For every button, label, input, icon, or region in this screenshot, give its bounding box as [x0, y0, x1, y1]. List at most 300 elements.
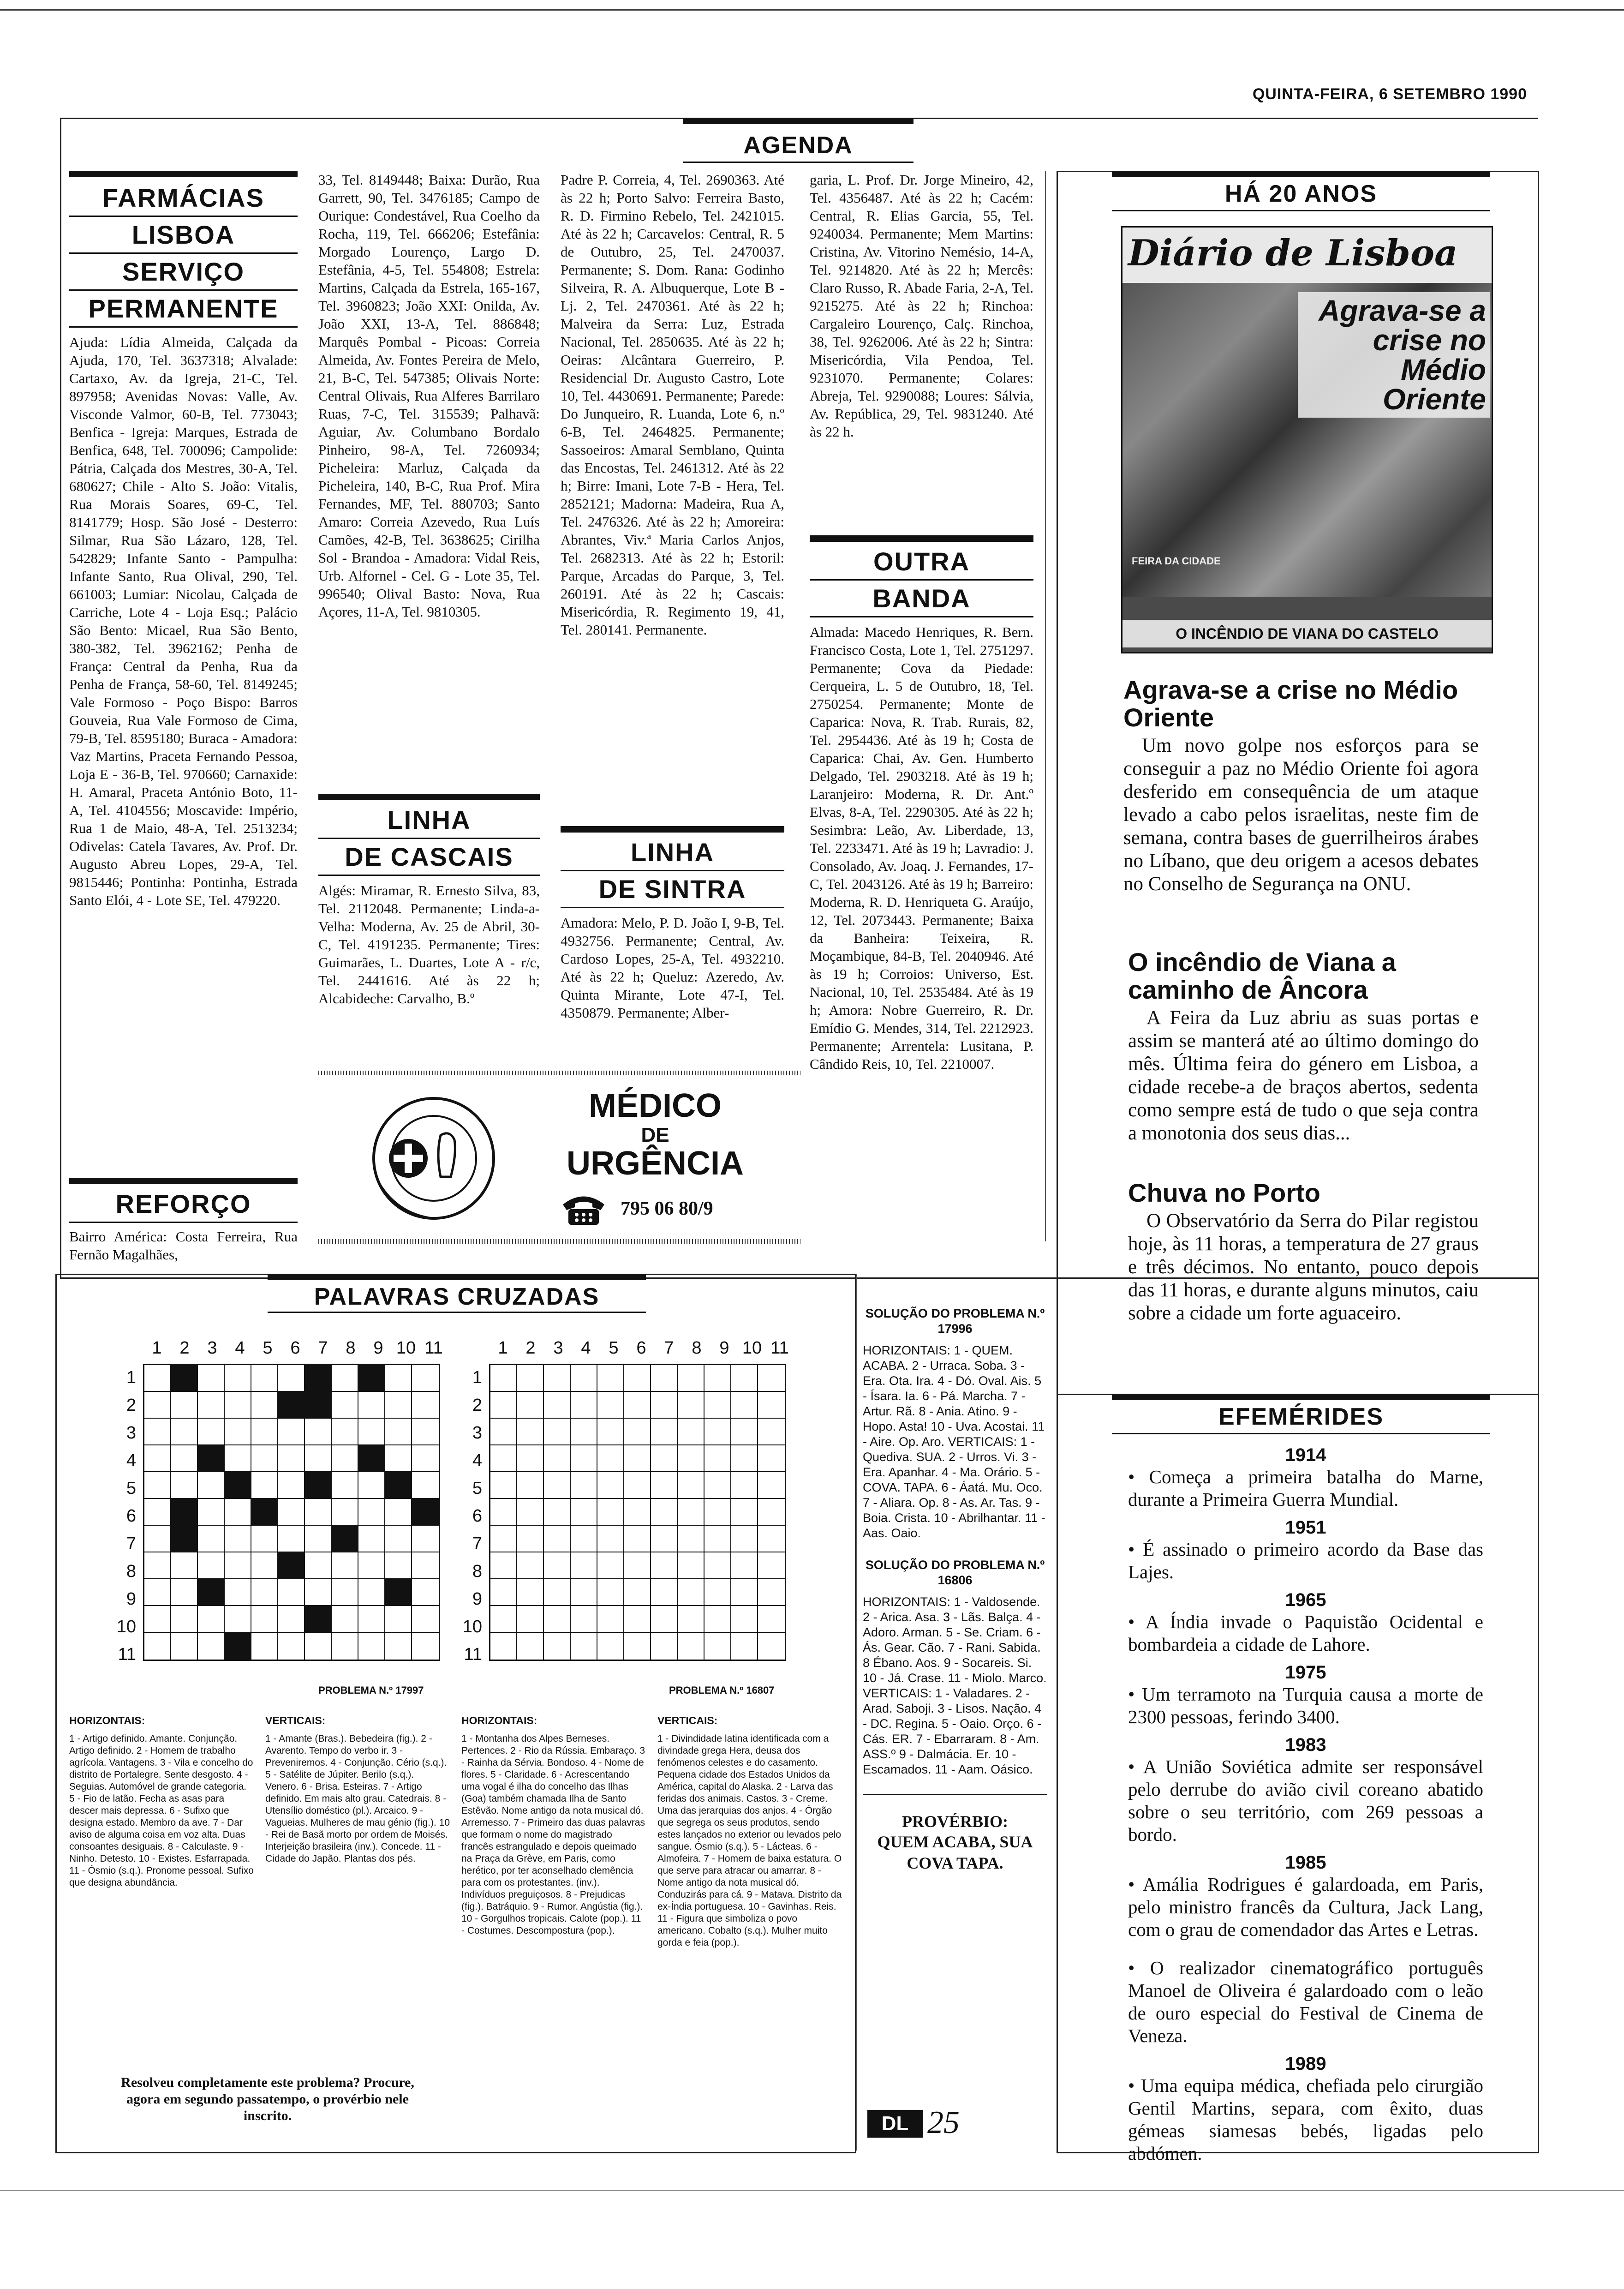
grid-cell — [544, 1633, 571, 1660]
row-number: 2 — [472, 1396, 482, 1415]
problem-2-label: PROBLEMA N.º 16807 — [669, 1684, 775, 1696]
clipping-caption-bottom: O INCÊNDIO DE VIANA DO CASTELO — [1122, 620, 1492, 647]
reforco-text: Bairro América: Costa Ferreira, Rua Fernão Magalhães, — [69, 1228, 298, 1263]
grid-cell — [198, 1606, 225, 1633]
grid-cell — [597, 1365, 624, 1392]
grid-cell — [651, 1579, 678, 1606]
grid-cell — [171, 1445, 198, 1472]
grid-cell — [490, 1499, 517, 1526]
grid-black-cell — [278, 1552, 305, 1579]
grid-cell — [517, 1499, 544, 1526]
grid-cell — [597, 1499, 624, 1526]
row-number: 4 — [472, 1451, 482, 1470]
row-number: 4 — [126, 1451, 136, 1470]
grid-cell — [758, 1552, 785, 1579]
grid-cell — [624, 1419, 651, 1445]
proverb-text: QUEM ACABA, SUA COVA TAPA. — [877, 1833, 1033, 1872]
grid-cell — [412, 1633, 439, 1660]
grid-cell — [358, 1552, 385, 1579]
grid-cell — [144, 1579, 171, 1606]
efemeride-text: • A Índia invade o Paquistão Ocidental e bombardeia a cidade de Lahore. — [1128, 1611, 1483, 1655]
grid-cell — [171, 1552, 198, 1579]
grid-black-cell — [358, 1365, 385, 1392]
story-1-title: Agrava-se a crise no Médio Oriente — [1123, 675, 1458, 732]
grid-cell — [144, 1419, 171, 1445]
agenda-divider-right — [1045, 171, 1046, 1241]
grid-cell — [731, 1419, 758, 1445]
grid-cell — [225, 1419, 251, 1445]
grid-cell — [332, 1365, 358, 1392]
grid-cell — [544, 1552, 571, 1579]
column-number: 1 — [498, 1338, 508, 1358]
linha-sintra-title: LINHA — [630, 838, 715, 867]
grid-cell — [144, 1445, 171, 1472]
grid-cell — [358, 1579, 385, 1606]
grid-cell — [705, 1552, 731, 1579]
grid-cell — [385, 1606, 412, 1633]
grid-cell — [171, 1633, 198, 1660]
sintra-text: Amadora: Melo, P. D. João I, 9-B, Tel. 4932756. Permanente; Central, Av. Cardoso Lopes, 25-A, Tel. 4932210. Até às 22 h; Queluz: Azeredo, Av. Quinta Mirante, Lote 47-I, Tel. 4350879. Permanente; Alber- — [561, 915, 784, 1021]
grid-2-row-numbers — [457, 1364, 482, 1668]
clues-text: 1 - Montanha dos Alpes Berneses. Pertences. 2 - Rio da Rússia. Embaraço. 3 - Rainha da Sérvia. Bondoso. 4 - Nome de flores. 5 - Claridade. 6 - Acrescentando uma vogal é ilha do concelho das Ilhas (Goa) também chamada Ilha de Santo Estêvão. Nome antigo da nota musical dó. Arremesso. 7 - Primeiro das duas palavras que formam o nome do magistrado francês estrangulado e depois queimado na Praça da Grève, em Paris, como herético, por ter aconselhado clemência para com os protestantes. (inv.). Indivíduos preguiçosos. 8 - Prejudicas (fig.). Batráquio. 9 - Rumor. Angústia (fig.). 10 - Gorgulhos tropicais. Calote (pop.). 11 - Costumes. Descompostura (pop.). — [461, 1733, 645, 1936]
clues-text: 1 - Artigo definido. Amante. Conjunção. Artigo definido. 2 - Homem de trabalho agrícola. Vantagens. 3 - Vila e concelho do distrito de Portalegre. Sente desgosto. 4 - Seguias. Automóvel de grande categoria. 5 - Fio de latão. Fecha as asas para descer mais depressa. 6 - Sufixo que designa estado. Membro da ave. 7 - Dar aviso de alguma coisa em voz alta. Duas consoantes desiguais. 8 - Calculaste. 9 - Ninho. Detesto. 10 - Existes. Esfarrapada. 11 - Ósmio (s.q.). Pronome pessoal. Sufixo que designa abundância. — [69, 1733, 254, 1888]
story-1-text: Um novo golpe nos esforços para se conseguir a paz no Médio Oriente foi agora desferido em consequência de um ataque levado a cabo pelos israelitas, neste fim de semana, contra bases de guerrilheiros árabes no Líbano, que deu origem a acesos debates no Conselho de Segurança na ONU. — [1123, 735, 1479, 895]
grid-cell — [225, 1445, 251, 1472]
grid-cell — [678, 1365, 705, 1392]
grid-cell — [490, 1606, 517, 1633]
grid-cell — [332, 1392, 358, 1419]
grid-cell — [251, 1419, 278, 1445]
grid-cell — [358, 1419, 385, 1445]
grid-cell — [624, 1579, 651, 1606]
ha20-story-2 — [1128, 948, 1479, 1145]
grid-cell — [624, 1365, 651, 1392]
column-number: 3 — [207, 1338, 217, 1358]
ha20-story-3 — [1128, 1179, 1479, 1325]
grid-cell — [517, 1419, 544, 1445]
row-number: 2 — [126, 1396, 136, 1415]
grid-cell — [597, 1472, 624, 1499]
medico-top-border — [318, 1071, 800, 1075]
grid-cell — [758, 1392, 785, 1419]
grid-cell — [705, 1392, 731, 1419]
grid-cell — [305, 1633, 332, 1660]
grid-cell — [385, 1445, 412, 1472]
grid-cell — [225, 1526, 251, 1552]
grid-cell — [490, 1419, 517, 1445]
clinic-logo — [360, 1089, 508, 1228]
row-number: 11 — [118, 1645, 136, 1664]
grid-cell — [490, 1445, 517, 1472]
grid-cell — [571, 1579, 597, 1606]
grid-cell — [385, 1633, 412, 1660]
problem-1-label: PROBLEMA N.º 17997 — [318, 1684, 424, 1696]
grid-cell — [278, 1365, 305, 1392]
grid-cell — [544, 1392, 571, 1419]
grid-cell — [544, 1365, 571, 1392]
grid-cell — [544, 1606, 571, 1633]
grid-cell — [412, 1392, 439, 1419]
title-rule — [561, 870, 784, 871]
clues-text: 1 - Amante (Bras.). Bebedeira (fig.). 2 - Avarento. Tempo do verbo ir. 3 - Preveniremos. 4 - Conjunção. Cério (s.q.). 5 - Satélite de Júpiter. Berilo (s.q.). Venero. 6 - Brisa. Esteiras. 7 - Artigo definido. Em mais alto grau. Catedrais. 8 - Utensílio doméstico (pl.). Arcaico. 9 - Vagueias. Mulheres de mau génio (fig.). 10 - Rei de Basã morto por ordem de Moisés. Interjeição brasileira (inv.). Concede. 11 - Cidade do Japão. Plantas dos pés. — [265, 1733, 450, 1864]
grid-cell — [517, 1552, 544, 1579]
solution-1-text: HORIZONTAIS: 1 - QUEM. ACABA. 2 - Urraca. Soba. 3 - Era. Ota. Ira. 4 - Dó. Oval. Ais. 5 - Ísara. Ia. 6 - Pá. Marcha. 7 - Artur. Rã. 8 - Ania. Atino. 9 - Hopo. Asta! 10 - Uva. Acostai. 11 - Aire. Op. Aro. VERTICAIS: 1 - Quediva. SUA. 2 - Urros. Vi. 3 - Era. Apanhar. 4 - Ma. Orário. 5 - COVA. TAPA. 6 - Áatá. Mu. Oco. 7 - Aliara. Op. 8 - As. Ar. Tas. 9 - Boia. Crista. 10 - Abrilhantar. 11 - Aas. Oaio. — [863, 1343, 1045, 1540]
grid-cell — [651, 1472, 678, 1499]
column-number: 9 — [719, 1338, 729, 1358]
efemeride-text: • Começa a primeira batalha do Marne, durante a Primeira Guerra Mundial. — [1128, 1466, 1483, 1510]
grid-cell — [731, 1499, 758, 1526]
grid-cell — [412, 1365, 439, 1392]
grid-cell — [517, 1445, 544, 1472]
grid-cell — [385, 1392, 412, 1419]
efemeride-year: 1965 — [1285, 1590, 1326, 1610]
grid-cell — [731, 1526, 758, 1552]
title-rule — [561, 907, 784, 908]
grid-cell — [278, 1472, 305, 1499]
grid-cell — [705, 1472, 731, 1499]
grid-cell — [412, 1472, 439, 1499]
grid-cell — [490, 1472, 517, 1499]
grid-cell — [332, 1499, 358, 1526]
grid-1-column-numbers — [143, 1338, 448, 1358]
grid-cell — [571, 1472, 597, 1499]
bottom-rule — [0, 2190, 1624, 2191]
grid-cell — [517, 1579, 544, 1606]
clues-heading: VERTICAIS: — [265, 1714, 326, 1726]
grid-cell — [171, 1606, 198, 1633]
story-2-text: A Feira da Luz abriu as suas portas e assim se manterá até ao último domingo do mês. Última feira do género em Lisboa, a cidade recebe-a de braços abertos, sedenta como sempre está de tudo o que seja contra a monotonia dos seus dias... — [1128, 1007, 1479, 1144]
grid-black-cell — [198, 1445, 225, 1472]
grid-cell — [705, 1606, 731, 1633]
grid-cell — [198, 1472, 225, 1499]
grid-cell — [571, 1365, 597, 1392]
grid-cell — [651, 1392, 678, 1419]
efemeride-year: 1914 — [1285, 1445, 1326, 1465]
grid-black-cell — [171, 1526, 198, 1552]
row-number: 10 — [116, 1617, 136, 1636]
grid-cell — [758, 1445, 785, 1472]
row-number: 6 — [126, 1506, 136, 1526]
grid-black-cell — [171, 1365, 198, 1392]
row-number: 8 — [472, 1562, 482, 1581]
grid-cell — [305, 1552, 332, 1579]
grid-cell — [490, 1633, 517, 1660]
grid-cell — [358, 1606, 385, 1633]
grid-cell — [597, 1633, 624, 1660]
farmacias-bar — [69, 171, 298, 177]
grid-cell — [490, 1579, 517, 1606]
medico-title-line1: MÉDICO — [589, 1087, 722, 1124]
grid-cell — [758, 1472, 785, 1499]
story-3-text: O Observatório da Serra do Pilar registou hoje, às 11 horas, a temperatura de 27 graus e três décimos. No entanto, pouco depois das 11 horas, e durante alguns minutos, caiu sobre a cidade um forte aguaceiro. — [1128, 1210, 1479, 1324]
grid-cell — [225, 1579, 251, 1606]
title-rule — [318, 875, 540, 876]
ha20-story-1 — [1123, 676, 1479, 896]
clipping-headline: Agrava-se a crise no Médio Oriente — [1298, 292, 1490, 418]
grid-cell — [332, 1633, 358, 1660]
clues-heading: VERTICAIS: — [657, 1714, 718, 1726]
grid-cell — [225, 1392, 251, 1419]
page-number: 25 — [927, 2105, 960, 2140]
grid-cell — [171, 1419, 198, 1445]
clipping-caption-left: FEIRA DA CIDADE — [1132, 555, 1221, 567]
grid-black-cell — [385, 1472, 412, 1499]
grid-cell — [305, 1445, 332, 1472]
linha-title: LINHA — [387, 805, 471, 834]
agenda-column-4 — [810, 171, 1033, 1073]
grid-1-row-numbers — [111, 1364, 136, 1668]
row-number: 7 — [472, 1534, 482, 1553]
farmacias-column — [69, 171, 298, 1264]
grid-cell — [624, 1499, 651, 1526]
grid-cell — [731, 1633, 758, 1660]
grid-cell — [651, 1499, 678, 1526]
grid-black-cell — [305, 1392, 332, 1419]
grid-2-column-numbers — [489, 1338, 794, 1358]
clues-heading: HORIZONTAIS: — [461, 1714, 537, 1726]
agenda-title-rule — [683, 162, 914, 163]
crossword-grid-2 — [489, 1364, 786, 1661]
grid-cell — [571, 1606, 597, 1633]
title-rule — [69, 1222, 298, 1223]
grid-cell — [758, 1499, 785, 1526]
grid-cell — [251, 1445, 278, 1472]
grid-cell — [385, 1499, 412, 1526]
farmacias-lisboa-text: Ajuda: Lídia Almeida, Calçada da Ajuda, 170, Tel. 3637318; Alvalade: Cartaxo, Av. da Igreja, 21-C, Tel. 897958; Avenidas Novas: Valle, Av. Visconde Valmor, 60-B, Tel. 773043; Benfica - Igreja: Marques, Estrada de Benfica, 648, Tel. 700096; Campolide: Pátria, Calçada dos Mestres, 30-A, Tel. 680627; Chile - Alto S. João: Vitalis, Rua Morais Soares, 69-C, Tel. 8141779; Hosp. São José - Desterro: Silmar, Rua São Lázaro, 128, Tel. 542829; Infante Santo - Pampulha: Infante Santo, Rua Olival, 290, Tel. 661003; Lumiar: Nicolau, Calçada de Carriche, Lote 4 - Loja Esq.; Palácio São Bento: Micael, Rua São Bento, 380-382, Tel. 3962162; Penha de França: Central da Penha, Rua da Penha de França, 58-60, Tel. 8149245; Vale Formoso - Poço Bispo: Barros Gouveia, Rua Vale Formoso de Cima, 79-B, Tel. 8595180; Buraca - Amadora: Vaz Martins, Praceta Fernando Pessoa, Loja E - 36-B, Tel. 970660; Carnaxide: H. Amaral, Praceta António Boto, 11-A, Tel. 4104556; Moscavide: Império, Rua 1 de Maio, 48-A, Tel. 2513234; Odivelas: Catela Tavares, Av. Prof. Dr. Augusto Abreu Lopes, 29-A, Tel. 9815446; Pontinha: Pontinha, Estrada Santo Elói, 4 - Lote SE, Tel. 479220. — [69, 334, 298, 908]
column-number: 1 — [152, 1338, 162, 1358]
grid-cell — [705, 1633, 731, 1660]
grid-cell — [624, 1392, 651, 1419]
grid-cell — [385, 1419, 412, 1445]
column-number: 11 — [770, 1338, 789, 1358]
clues-p2-horizontais — [461, 1714, 646, 1937]
grid-cell — [198, 1526, 225, 1552]
grid-cell — [731, 1392, 758, 1419]
grid-cell — [624, 1526, 651, 1552]
grid-cell — [278, 1633, 305, 1660]
efemerides-title-rule — [1112, 1433, 1490, 1434]
grid-cell — [597, 1392, 624, 1419]
banda-title: BANDA — [872, 584, 971, 613]
sintra-bar — [561, 826, 784, 833]
grid-cell — [731, 1365, 758, 1392]
grid-cell — [251, 1606, 278, 1633]
grid-cell — [571, 1392, 597, 1419]
clipping-paper-name: Diário de Lisboa — [1128, 232, 1458, 274]
column-number: 2 — [179, 1338, 190, 1358]
efemeride-text: • É assinado o primeiro acordo da Base das Lajes. — [1128, 1539, 1483, 1582]
grid-black-cell — [332, 1526, 358, 1552]
agenda-column-2 — [318, 171, 540, 1007]
row-number: 1 — [126, 1368, 136, 1387]
column-number: 4 — [235, 1338, 245, 1358]
efemeride-text: • O realizador cinematográfico português Manoel de Oliveira é galardoado com o leão de ouro especial do Festival de Cinema de Veneza. — [1128, 1957, 1483, 2046]
clues-p1-horizontais — [69, 1714, 254, 1889]
column-number: 3 — [553, 1338, 563, 1358]
grid-cell — [651, 1552, 678, 1579]
grid-cell — [651, 1445, 678, 1472]
grid-cell — [198, 1419, 225, 1445]
grid-cell — [305, 1499, 332, 1526]
cascais-bar — [318, 794, 540, 800]
grid-cell — [758, 1365, 785, 1392]
grid-cell — [758, 1606, 785, 1633]
efemeride-text: • Um terramoto na Turquia causa a morte de 2300 pessoas, ferindo 3400. — [1128, 1684, 1483, 1727]
grid-cell — [571, 1552, 597, 1579]
de-cascais-title: DE CASCAIS — [345, 842, 513, 871]
story-3-title: Chuva no Porto — [1128, 1178, 1320, 1207]
grid-cell — [597, 1419, 624, 1445]
grid-cell — [678, 1472, 705, 1499]
page-date: QUINTA-FEIRA, 6 SETEMBRO 1990 — [1252, 85, 1527, 103]
ha20-title: HÁ 20 ANOS — [1224, 180, 1378, 207]
newspaper-clipping — [1121, 226, 1493, 653]
grid-cell — [332, 1579, 358, 1606]
dl-logo: DL — [867, 2110, 923, 2138]
title-rule — [69, 252, 298, 254]
column-number: 7 — [318, 1338, 328, 1358]
grid-cell — [412, 1606, 439, 1633]
grid-black-cell — [385, 1579, 412, 1606]
grid-cell — [251, 1526, 278, 1552]
grid-cell — [412, 1419, 439, 1445]
efemeride-text: • Amália Rodrigues é galardoada, em Paris, pelo ministro francês da Cultura, Jack Lang, com o grau de comendador das Artes e Letras. — [1128, 1874, 1483, 1940]
grid-cell — [544, 1526, 571, 1552]
grid-cell — [571, 1526, 597, 1552]
column-number: 8 — [692, 1338, 702, 1358]
column-number: 8 — [346, 1338, 356, 1358]
crossword-grid-1 — [143, 1364, 440, 1661]
grid-cell — [198, 1633, 225, 1660]
title-rule — [810, 579, 1033, 581]
grid-cell — [385, 1365, 412, 1392]
grid-cell — [544, 1472, 571, 1499]
grid-cell — [412, 1579, 439, 1606]
grid-cell — [305, 1579, 332, 1606]
grid-cell — [571, 1499, 597, 1526]
grid-cell — [198, 1499, 225, 1526]
grid-cell — [358, 1633, 385, 1660]
grid-cell — [251, 1633, 278, 1660]
row-number: 7 — [126, 1534, 136, 1553]
grid-cell — [198, 1392, 225, 1419]
grid-cell — [412, 1552, 439, 1579]
medico-title-line3: URGÊNCIA — [566, 1145, 744, 1182]
column-number: 10 — [742, 1338, 762, 1358]
grid-cell — [678, 1633, 705, 1660]
grid-cell — [412, 1445, 439, 1472]
grid-black-cell — [171, 1499, 198, 1526]
solution-2-text: HORIZONTAIS: 1 - Valdosende. 2 - Arica. Asa. 3 - Lãs. Balça. 4 - Adoro. Arman. 5 - Se. Criam. 6 - Ás. Gear. Cão. 7 - Rani. Sabida. 8 Ébano. Aos. 9 - Socareis. Si. 10 - Já. Crase. 11 - Miolo. Marco. VERTICAIS: 1 - Valadares. 2 - Arad. Saboji. 3 - Lisos. Nação. 4 - DC. Regina. 5 - Oaio. Orço. 6 - Cás. ER. 7 - Ebarraram. 8 - Am. ASS.º 9 - Dalmácia. Er. 10 - Escamados. 11 - Aam. Oásico. — [863, 1595, 1047, 1776]
grid-cell — [517, 1526, 544, 1552]
grid-cell — [597, 1526, 624, 1552]
agenda-title: AGENDA — [743, 132, 853, 159]
grid-cell — [651, 1606, 678, 1633]
grid-cell — [490, 1552, 517, 1579]
column-number: 11 — [424, 1338, 443, 1358]
proverb-title: PROVÉRBIO: — [902, 1812, 1008, 1831]
grid-cell — [597, 1552, 624, 1579]
grid-cell — [171, 1392, 198, 1419]
grid-cell — [251, 1579, 278, 1606]
column-number: 4 — [581, 1338, 591, 1358]
grid-cell — [517, 1365, 544, 1392]
grid-cell — [758, 1526, 785, 1552]
grid-cell — [678, 1392, 705, 1419]
grid-cell — [171, 1472, 198, 1499]
row-number: 5 — [126, 1479, 136, 1498]
grid-cell — [412, 1526, 439, 1552]
grid-cell — [731, 1445, 758, 1472]
grid-cell — [251, 1552, 278, 1579]
grid-black-cell — [198, 1579, 225, 1606]
title-rule — [810, 616, 1033, 617]
row-number: 10 — [462, 1617, 482, 1636]
grid-black-cell — [251, 1499, 278, 1526]
grid-cell — [144, 1499, 171, 1526]
efemeride-year: 1983 — [1285, 1735, 1326, 1755]
farmacias-continued-text: 33, Tel. 8149448; Baixa: Durão, Rua Garrett, 90, Tel. 3476185; Campo de Ourique: Condestável, Rua Coelho da Rocha, 119, Tel. 666206; Estefânia: Morgado Lourenço, Largo D. Estefânia, 4-5, Tel. 554808; Estrela: Martins, Calçada da Estrela, 165-167, Tel. 3960823; João XXI: Onilda, Av. João XXI, 13-A, Tel. 886848; Marquês Pombal - Picoas: Correia Almeida, Av. Fontes Pereira de Melo, 21, B-C, Tel. 547385; Olivais Norte: Central Olivais, Rua Alferes Barrilaro Ruas, 7-C, Tel. 315539; Palhavã: Aguiar, Av. Columbano Bordalo Pinheiro, 98-A, Tel. 7260934; Picheleira: Marluz, Calçada da Picheleira, 140, B-C, Rua Prof. Mira Fernandes, MF, Tel. 880703; Santo Amaro: Correia Azevedo, Rua Luís Camões, 42-B, Tel. 3638625; Cirilha Sol - Brandoa - Amadora: Vidal Reis, Urb. Alfornel - Cel. G - Lote 35, Tel. 996540; Olival Basto: Nova, Rua Açores, 11-A, Tel. 9810305. — [318, 172, 540, 620]
grid-cell — [358, 1472, 385, 1499]
grid-cell — [624, 1633, 651, 1660]
efemerides-bar — [1112, 1394, 1490, 1400]
grid-cell — [144, 1633, 171, 1660]
grid-cell — [144, 1552, 171, 1579]
grid-cell — [624, 1472, 651, 1499]
top-rule — [0, 9, 1624, 11]
grid-cell — [678, 1526, 705, 1552]
grid-black-cell — [225, 1472, 251, 1499]
grid-cell — [678, 1499, 705, 1526]
column-number: 6 — [290, 1338, 300, 1358]
grid-cell — [171, 1579, 198, 1606]
agenda-column-3 — [561, 171, 784, 1022]
grid-cell — [278, 1445, 305, 1472]
grid-cell — [305, 1419, 332, 1445]
reforco-title: REFORÇO — [115, 1189, 251, 1218]
grid-cell — [571, 1419, 597, 1445]
row-number: 9 — [126, 1589, 136, 1609]
grid-cell — [251, 1365, 278, 1392]
solution-2-title: SOLUÇÃO DO PROBLEMA N.º 16806 — [865, 1558, 1045, 1587]
grid-cell — [278, 1579, 305, 1606]
grid-cell — [651, 1633, 678, 1660]
row-number: 5 — [472, 1479, 482, 1498]
column-number: 5 — [263, 1338, 273, 1358]
grid-cell — [517, 1606, 544, 1633]
de-sintra-title: DE SINTRA — [598, 875, 746, 904]
efemerides-list — [1128, 1442, 1483, 2165]
agenda-bar — [683, 118, 914, 124]
grid-cell — [678, 1445, 705, 1472]
grid-cell — [597, 1579, 624, 1606]
grid-cell — [758, 1419, 785, 1445]
grid-black-cell — [305, 1472, 332, 1499]
crossword-bar — [268, 1274, 646, 1280]
title-rule — [69, 326, 298, 328]
clues-p2-verticais — [657, 1714, 842, 1949]
grid-cell — [490, 1526, 517, 1552]
grid-cell — [731, 1472, 758, 1499]
row-number: 3 — [126, 1423, 136, 1443]
cascais-text: Algés: Miramar, R. Ernesto Silva, 83, Tel. 2112048. Permanente; Linda-a-Velha: Moderna, Av. 25 de Abril, 30-C, Tel. 4191235. Permanente; Tires: Guimarães, L. Duartes, Lote A - r/c, Tel. 2441616. Até às 22 h; Alcabideche: Carvalho, B.º — [318, 882, 540, 1007]
farmacias-title: FARMÁCIAS — [102, 183, 264, 212]
grid-cell — [225, 1552, 251, 1579]
grid-cell — [678, 1606, 705, 1633]
grid-cell — [278, 1419, 305, 1445]
telephone-icon — [558, 1191, 609, 1228]
grid-cell — [651, 1419, 678, 1445]
